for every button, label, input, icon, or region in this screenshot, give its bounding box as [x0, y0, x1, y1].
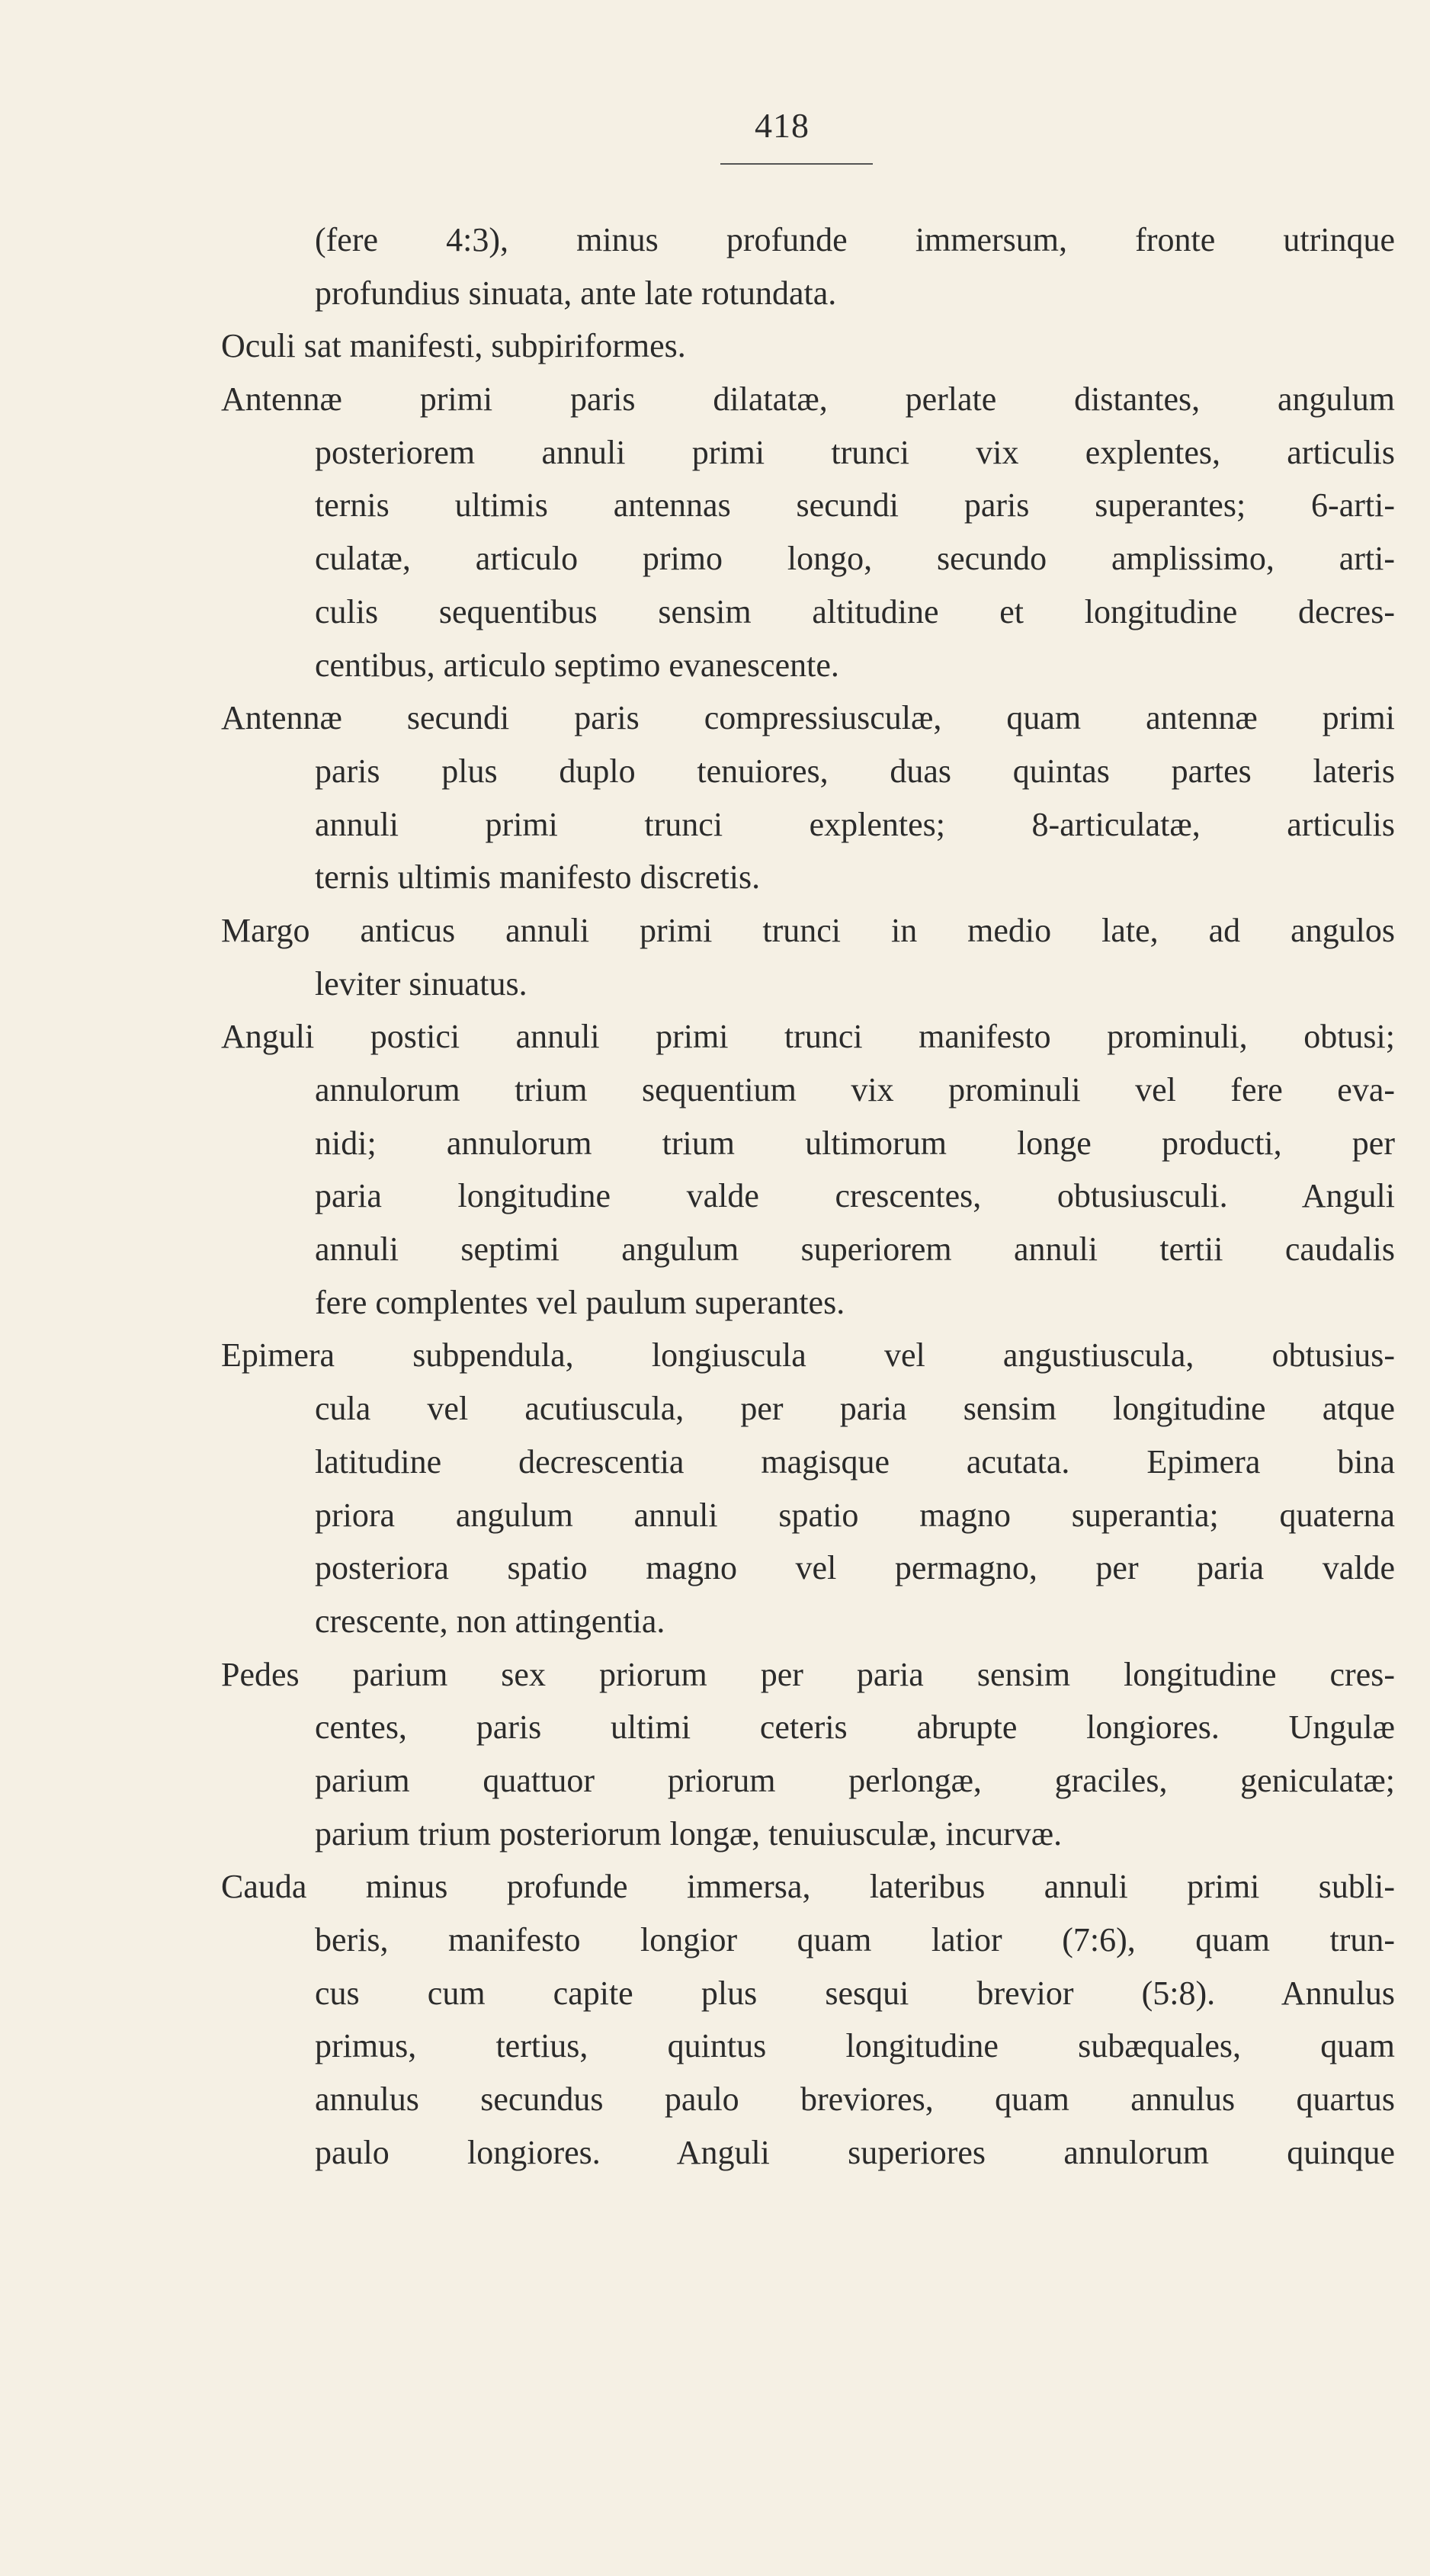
text-line: crescente, non attingentia.: [315, 1602, 665, 1640]
text-line: Antennæ primi paris dilatatæ, perlate distantes, angulum: [221, 380, 1395, 419]
text-line: Anguli postici annuli primi trunci manifesto prominuli, obtusi;: [221, 1018, 1395, 1056]
text-line: centibus, articulo septimo evanescente.: [315, 646, 839, 684]
page-number-rule: [720, 163, 873, 165]
page-number: 418: [755, 106, 810, 145]
text-line: profundius sinuata, ante late rotundata.: [315, 274, 837, 312]
text-line: annuli septimi angulum superiorem annuli tertii caudalis: [315, 1230, 1395, 1269]
text-line: fere complentes vel paulum superantes.: [315, 1283, 845, 1321]
text-line: paulo longiores. Anguli superiores annulorum quinque: [315, 2133, 1395, 2171]
text-line: ternis ultimis manifesto discretis.: [315, 858, 761, 897]
text-line: Margo anticus annuli primi trunci in medio late, ad angulos: [221, 911, 1395, 949]
text-line: culatæ, articulo primo longo, secundo amplissimo, arti-: [315, 540, 1395, 578]
text-line: paris plus duplo tenuiores, duas quintas partes lateris: [315, 752, 1395, 790]
body-text: [221, 213, 1395, 2179]
text-line: annulorum trium sequentium vix prominuli vel fere eva-: [315, 1071, 1395, 1108]
text-line: (fere 4:3), minus profunde immersum, fronte utrinque: [315, 221, 1395, 258]
text-line: primus, tertius, quintus longitudine subæquales, quam: [315, 2027, 1395, 2065]
text-line: annuli primi trunci explentes; 8-articulatæ, articulis: [315, 805, 1395, 843]
text-line: culis sequentibus sensim altitudine et longitudine decres-: [315, 592, 1395, 630]
text-line: Epimera subpendula, longiuscula vel angustiuscula, obtusius-: [221, 1336, 1395, 1375]
text-line: latitudine decrescentia magisque acutata. Epimera bina: [315, 1442, 1395, 1480]
text-line: cula vel acutiuscula, per paria sensim longitudine atque: [315, 1390, 1395, 1428]
text-line: parium trium posteriorum longæ, tenuiusculæ, incurvæ.: [315, 1814, 1063, 1853]
text-line: Cauda minus profunde immersa, lateribus annuli primi subli-: [221, 1868, 1395, 1906]
text-line: ternis ultimis antennas secundi paris superantes; 6-arti-: [315, 486, 1395, 525]
text-line: Antennæ secundi paris compressiusculæ, quam antennæ primi: [221, 699, 1395, 737]
text-line: priora angulum annuli spatio magno superantia; quaterna: [315, 1496, 1395, 1534]
text-line: cus cum capite plus sesqui brevior (5:8). Annulus: [315, 1974, 1395, 2012]
text-line: posteriorem annuli primi trunci vix explentes, articulis: [315, 433, 1395, 471]
text-line: Oculi sat manifesti, subpiriformes.: [221, 327, 686, 365]
text-line: leviter sinuatus.: [315, 964, 527, 1002]
text-line: parium quattuor priorum perlongæ, graciles, geniculatæ;: [315, 1761, 1395, 1799]
text-line: annulus secundus paulo breviores, quam annulus quartus: [315, 2080, 1395, 2119]
text-line: centes, paris ultimi ceteris abrupte longiores. Ungulæ: [315, 1708, 1395, 1747]
text-line: Pedes parium sex priorum per paria sensim longitudine cres-: [221, 1655, 1395, 1693]
text-line: nidi; annulorum trium ultimorum longe producti, per: [315, 1124, 1395, 1162]
text-line: paria longitudine valde crescentes, obtusiusculi. Anguli: [315, 1177, 1395, 1215]
text-line: posteriora spatio magno vel permagno, per paria valde: [315, 1549, 1395, 1587]
text-line: beris, manifesto longior quam latior (7:6), quam trun-: [315, 1921, 1395, 1958]
